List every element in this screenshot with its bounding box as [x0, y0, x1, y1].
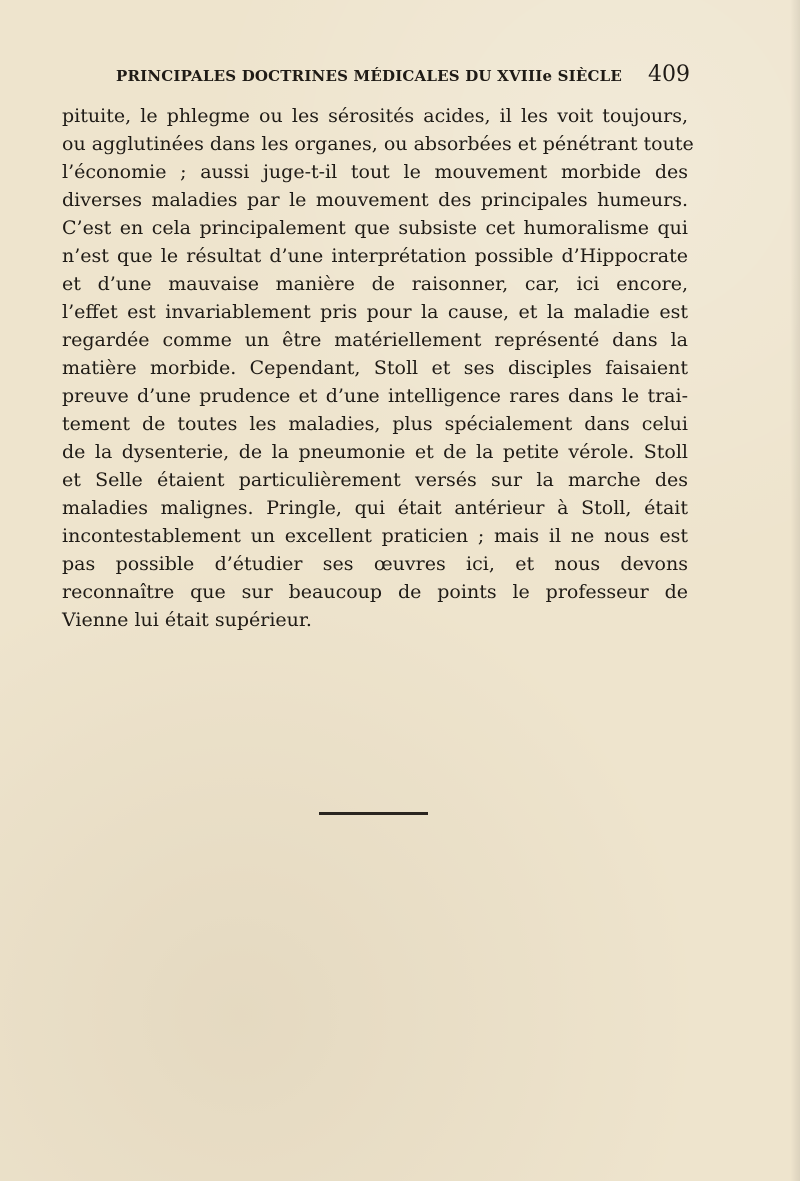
text-line: maladies malignes. Pringle, qui était antérieur à Stoll, était: [62, 497, 688, 519]
text-line: preuve d’une prudence et d’une intelligence rares dans le trai-: [62, 385, 688, 407]
text-line: pituite, le phlegme ou les sérosités acides, il les voit toujours,: [62, 105, 688, 127]
text-line: ou agglutinées dans les organes, ou absorbées et pénétrant toute: [62, 133, 694, 155]
page-header: [116, 62, 690, 94]
text-line: pas possible d’étudier ses œuvres ici, et nous devons: [62, 553, 688, 575]
text-line: matière morbide. Cependant, Stoll et ses disciples faisaient: [62, 357, 688, 379]
text-line: et Selle étaient particulièrement versés sur la marche des: [62, 469, 688, 491]
text-line: Vienne lui était supérieur.: [62, 609, 312, 631]
section-rule: [319, 812, 428, 815]
text-line: C’est en cela principalement que subsiste cet humoralisme qui: [62, 217, 688, 239]
text-line: regardée comme un être matériellement représenté dans la: [62, 329, 688, 351]
text-line: reconnaître que sur beaucoup de points le professeur de: [62, 581, 688, 603]
page-number: 409: [648, 62, 690, 87]
text-line: et d’une mauvaise manière de raisonner, car, ici encore,: [62, 273, 688, 295]
text-line: n’est que le résultat d’une interprétation possible d’Hippocrate: [62, 245, 688, 267]
running-title: PRINCIPALES DOCTRINES MÉDICALES DU XVIIIe SIÈCLE: [116, 67, 623, 85]
text-line: diverses maladies par le mouvement des principales humeurs.: [62, 189, 688, 211]
text-line: de la dysenterie, de la pneumonie et de la petite vérole. Stoll: [62, 441, 688, 463]
body-text: [62, 102, 694, 634]
text-line: incontestablement un excellent praticien ; mais il ne nous est: [62, 525, 688, 547]
text-line: tement de toutes les maladies, plus spécialement dans celui: [62, 413, 688, 435]
text-line: l’économie ; aussi juge-t-il tout le mouvement morbide des: [62, 161, 688, 183]
text-line: l’effet est invariablement pris pour la cause, et la maladie est: [62, 301, 688, 323]
page-edge-shadow: [790, 0, 800, 1181]
